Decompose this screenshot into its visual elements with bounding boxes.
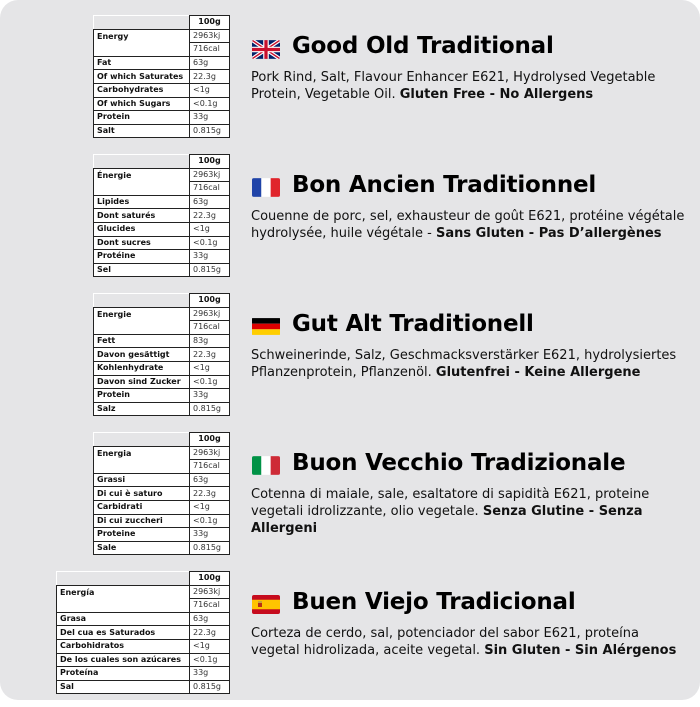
row-value: 22.3g [190,70,230,84]
row-label: Sale [94,541,190,555]
uk-flag-icon [252,40,280,59]
ingredients-text: Schweinerinde, Salz, Geschmacksverstärker E621, hydrolysiertes Pflanzenprotein, Pflanzenöl. [251,348,677,380]
row-label: Kohlenhydrate [94,361,190,375]
energy-kcal: 716cal [190,321,230,335]
row-value: <1g [190,222,230,236]
row-value: 33g [190,111,230,125]
row-value: <0.1g [190,375,230,389]
energy-kcal: 716cal [190,460,230,474]
table-header: 100g [190,294,230,308]
ingredients-text: Corteza de cerdo, sal, potenciador del sabor E621, proteína vegetal hidrolizada, aceite vegetal. [251,626,639,658]
row-value: <0.1g [190,653,230,667]
section-italian [0,432,700,568]
spain-flag-icon [252,595,280,614]
italy-flag-icon [252,456,280,475]
product-description [251,69,691,103]
row-label: Of which Sugars [94,97,190,111]
table-header: 100g [190,155,230,169]
row-label: De los cuales son azúcares [57,653,190,667]
nutrition-table-spanish [56,571,230,694]
row-value: 22.3g [190,626,230,640]
energy-label: Energy [94,29,190,56]
row-label: Protein [94,111,190,125]
row-label: Proteína [57,667,190,681]
allergen-text: Glutenfrei - Keine Allergene [435,365,641,380]
energy-kj: 2963kj [190,446,230,460]
section-french [0,154,700,290]
row-label: Of which Saturates [94,70,190,84]
energy-label: Energia [94,446,190,473]
energy-kcal: 716cal [190,43,230,57]
energy-label: Energía [57,585,190,612]
row-label: Fett [94,334,190,348]
energy-kj: 2963kj [190,29,230,43]
row-label: Sal [57,680,190,694]
row-label: Grasa [57,612,190,626]
row-label: Dont saturés [94,209,190,223]
nutrition-table-german [93,293,230,416]
table-header: 100g [190,16,230,30]
row-value: 0.815g [190,541,230,555]
ingredients-text: Couenne de porc, sel, exhausteur de goût E621, protéine végétale hydrolysée, huile végétale - [251,209,685,241]
section-german [0,293,700,429]
row-label: Lipides [94,195,190,209]
row-label: Grassi [94,473,190,487]
ingredients-text: Pork Rind, Salt, Flavour Enhancer E621, Hydrolysed Vegetable Protein, Vegetable Oil. [251,70,656,102]
product-title: Gut Alt Traditionell [292,311,534,337]
product-description [251,208,691,242]
row-value: 83g [190,334,230,348]
row-label: Carbohidratos [57,639,190,653]
row-label: Salz [94,402,190,416]
row-value: <1g [190,83,230,97]
row-label: Di cui è saturo [94,487,190,501]
row-label: Del cua es Saturados [57,626,190,640]
energy-kcal: 716cal [190,599,230,613]
france-flag-icon [252,178,280,197]
nutrition-table-english [93,15,230,138]
row-value: 33g [190,250,230,264]
ingredients-text: Cotenna di maiale, sale, esaltatore di sapidità E621, proteine vegetali idrolizzante, olio vegetale. [251,487,650,519]
row-label: Fat [94,56,190,70]
row-label: Carbohydrates [94,83,190,97]
row-value: 63g [190,473,230,487]
product-description [251,486,691,537]
row-value: <1g [190,639,230,653]
energy-label: Énergie [94,168,190,195]
product-description [251,625,691,659]
row-label: Di cui zuccheri [94,514,190,528]
row-label: Carbidrati [94,500,190,514]
section-english [0,15,700,151]
table-header: 100g [190,433,230,447]
product-title: Buen Viejo Tradicional [292,589,576,615]
row-value: 63g [190,195,230,209]
nutrition-table-french [93,154,230,277]
allergen-text: Sin Gluten - Sin Alérgenos [484,643,677,658]
allergen-text: Sans Gluten - Pas D’allergènes [435,226,662,241]
row-value: 0.815g [190,263,230,277]
energy-kj: 2963kj [190,168,230,182]
germany-flag-icon [252,317,280,336]
allergen-text: Gluten Free - No Allergens [399,87,594,102]
row-value: 0.815g [190,680,230,694]
product-title: Good Old Traditional [292,33,554,59]
row-label: Salt [94,124,190,138]
row-value: 33g [190,528,230,542]
product-title: Bon Ancien Traditionnel [292,172,597,198]
row-value: 33g [190,389,230,403]
row-value: <0.1g [190,514,230,528]
row-value: <0.1g [190,97,230,111]
energy-kj: 2963kj [190,307,230,321]
row-label: Sel [94,263,190,277]
row-value: 63g [190,56,230,70]
row-label: Proteine [94,528,190,542]
row-label: Davon sind Zucker [94,375,190,389]
table-header: 100g [190,572,230,586]
row-label: Protein [94,389,190,403]
product-title: Buon Vecchio Tradizionale [292,450,626,476]
row-value: 22.3g [190,209,230,223]
row-label: Davon gesättigt [94,348,190,362]
nutrition-table-italian [93,432,230,555]
section-spanish [0,571,700,707]
row-value: 22.3g [190,348,230,362]
row-value: <0.1g [190,236,230,250]
row-value: 0.815g [190,402,230,416]
row-label: Protéine [94,250,190,264]
allergen-text: Senza Glutine - Senza Allergeni [251,504,643,536]
row-value: 33g [190,667,230,681]
energy-kj: 2963kj [190,585,230,599]
row-label: Glucides [94,222,190,236]
row-label: Dont sucres [94,236,190,250]
product-description [251,347,691,381]
row-value: 22.3g [190,487,230,501]
energy-label: Energie [94,307,190,334]
row-value: 0.815g [190,124,230,138]
energy-kcal: 716cal [190,182,230,196]
row-value: <1g [190,500,230,514]
row-value: <1g [190,361,230,375]
row-value: 63g [190,612,230,626]
